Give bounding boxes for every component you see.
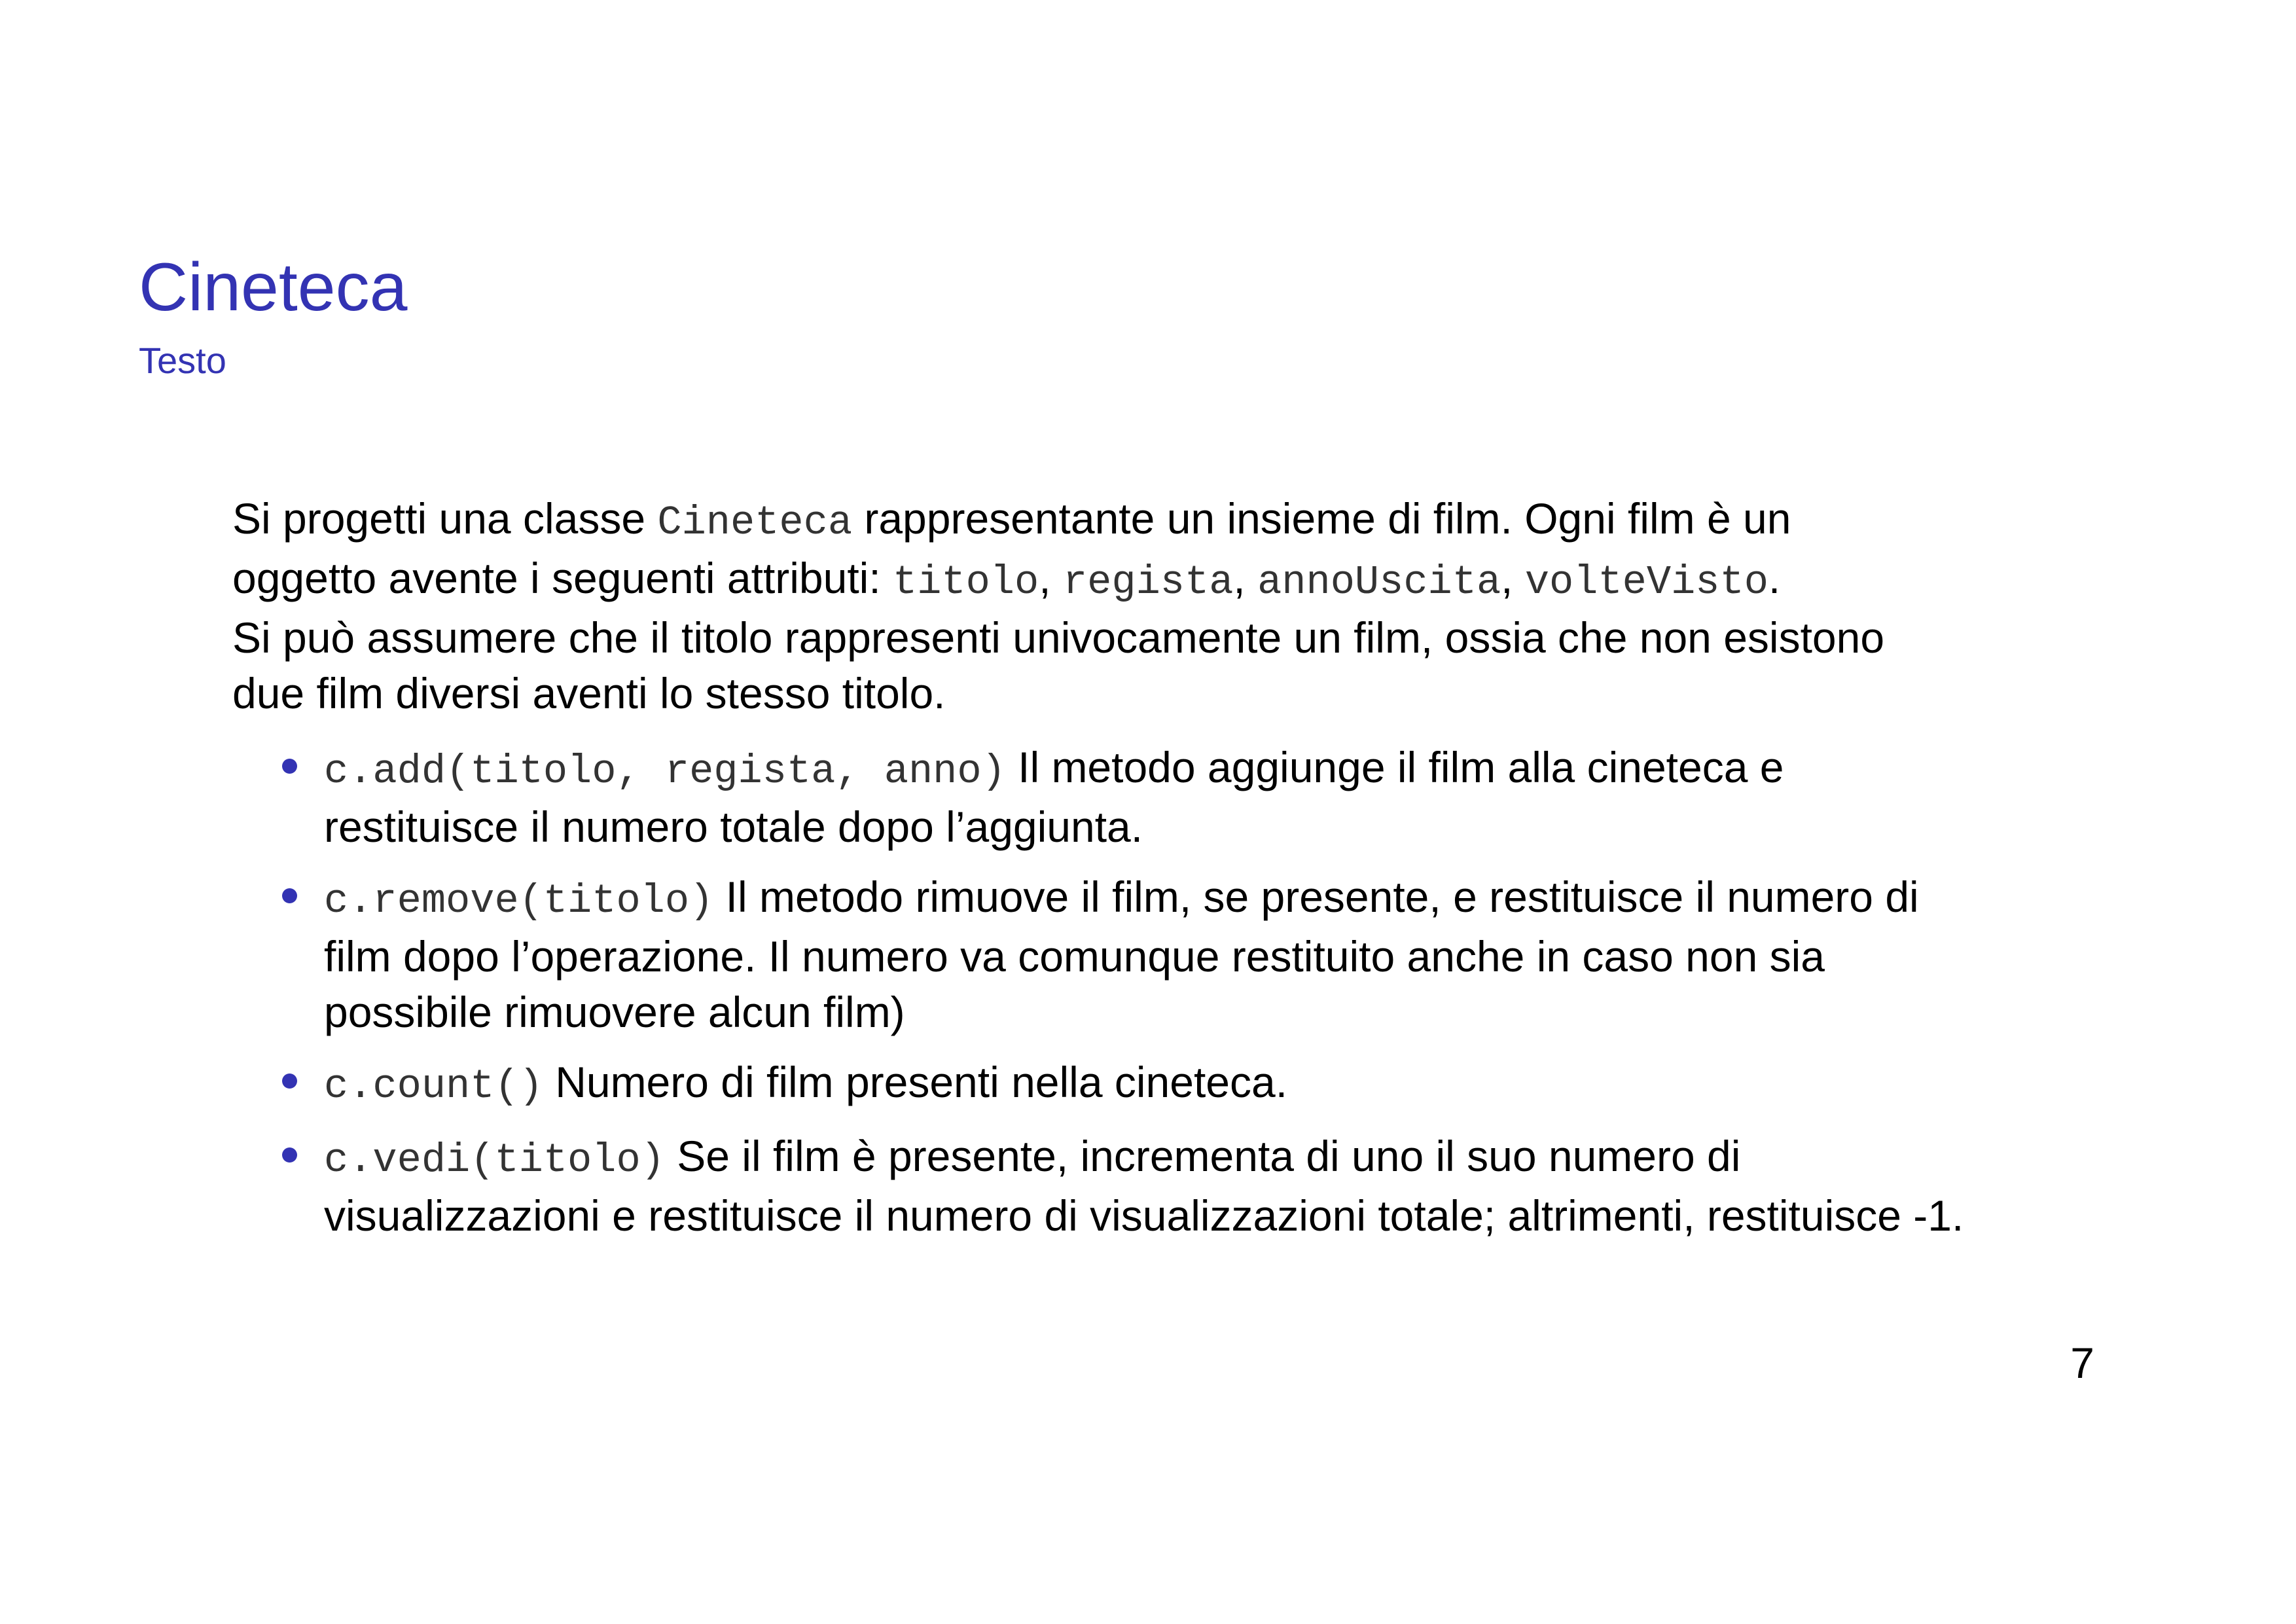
bullet-dot-icon [282, 759, 297, 774]
list-item-count [232, 1055, 2117, 1114]
attribute-code: volteVisto [1524, 559, 1768, 605]
slide-body [232, 491, 2117, 1258]
bullet-dot-icon [282, 1074, 297, 1089]
method-signature-code: c.add(titolo, regista, anno) [324, 748, 1006, 795]
bullet-dot-icon [282, 1147, 297, 1163]
list-item-vedi [232, 1128, 2117, 1244]
method-description: Numero di film presenti nella cineteca. [543, 1058, 1288, 1106]
intro-line-3: Si può assumere che il titolo rappresenti univocamente un film, ossia che non esistono [232, 613, 1885, 662]
intro-line-4: due film diversi aventi lo stesso titolo. [232, 669, 946, 717]
intro-line-1 [232, 491, 2117, 550]
intro-text: oggetto avente i seguenti attributi: [232, 554, 893, 602]
attribute-code: titolo [893, 559, 1039, 605]
separator: , [1039, 554, 1063, 602]
page-title: Cineteca [139, 249, 408, 325]
class-name-code: Cineteca [657, 499, 853, 546]
method-line [324, 1128, 2117, 1188]
intro-line-2 [232, 550, 2117, 610]
method-description: Se il film è presente, incrementa di uno il suo numero di [664, 1132, 1741, 1180]
method-line [324, 869, 2117, 929]
list-item-remove [232, 869, 2117, 1040]
intro-paragraph [232, 491, 2117, 721]
intro-text: rappresentante un insieme di film. Ogni film è un [852, 494, 1791, 543]
bullet-dot-icon [282, 888, 297, 903]
method-description: film dopo l’operazione. Il numero va comunque restituito anche in caso non sia [324, 932, 1825, 981]
separator: , [1233, 554, 1258, 602]
method-description: visualizzazioni e restituisce il numero di visualizzazioni totale; altrimenti, restituisce -1. [324, 1191, 1964, 1240]
method-line [324, 740, 2117, 799]
method-description: Il metodo rimuove il film, se presente, e restituisce il numero di [713, 873, 1919, 921]
intro-text: Si progetti una classe [232, 494, 658, 543]
attribute-code: annoUscita [1257, 559, 1501, 605]
attribute-code: regista [1062, 559, 1234, 605]
page-number: 7 [2070, 1339, 2094, 1387]
method-signature-code: c.vedi(titolo) [324, 1137, 665, 1183]
method-description: Il metodo aggiunge il film alla cineteca e [1005, 743, 1784, 791]
method-line [324, 1055, 2117, 1114]
page-subtitle: Testo [139, 340, 226, 381]
list-item-add [232, 740, 2117, 855]
method-description: restituisce il numero totale dopo l’aggiunta. [324, 803, 1143, 851]
method-signature-code: c.remove(titolo) [324, 878, 714, 924]
separator: , [1501, 554, 1525, 602]
intro-text: . [1768, 554, 1781, 602]
method-signature-code: c.count() [324, 1063, 543, 1110]
method-list [232, 740, 2117, 1244]
method-description: possibile rimuovere alcun film) [324, 988, 905, 1036]
